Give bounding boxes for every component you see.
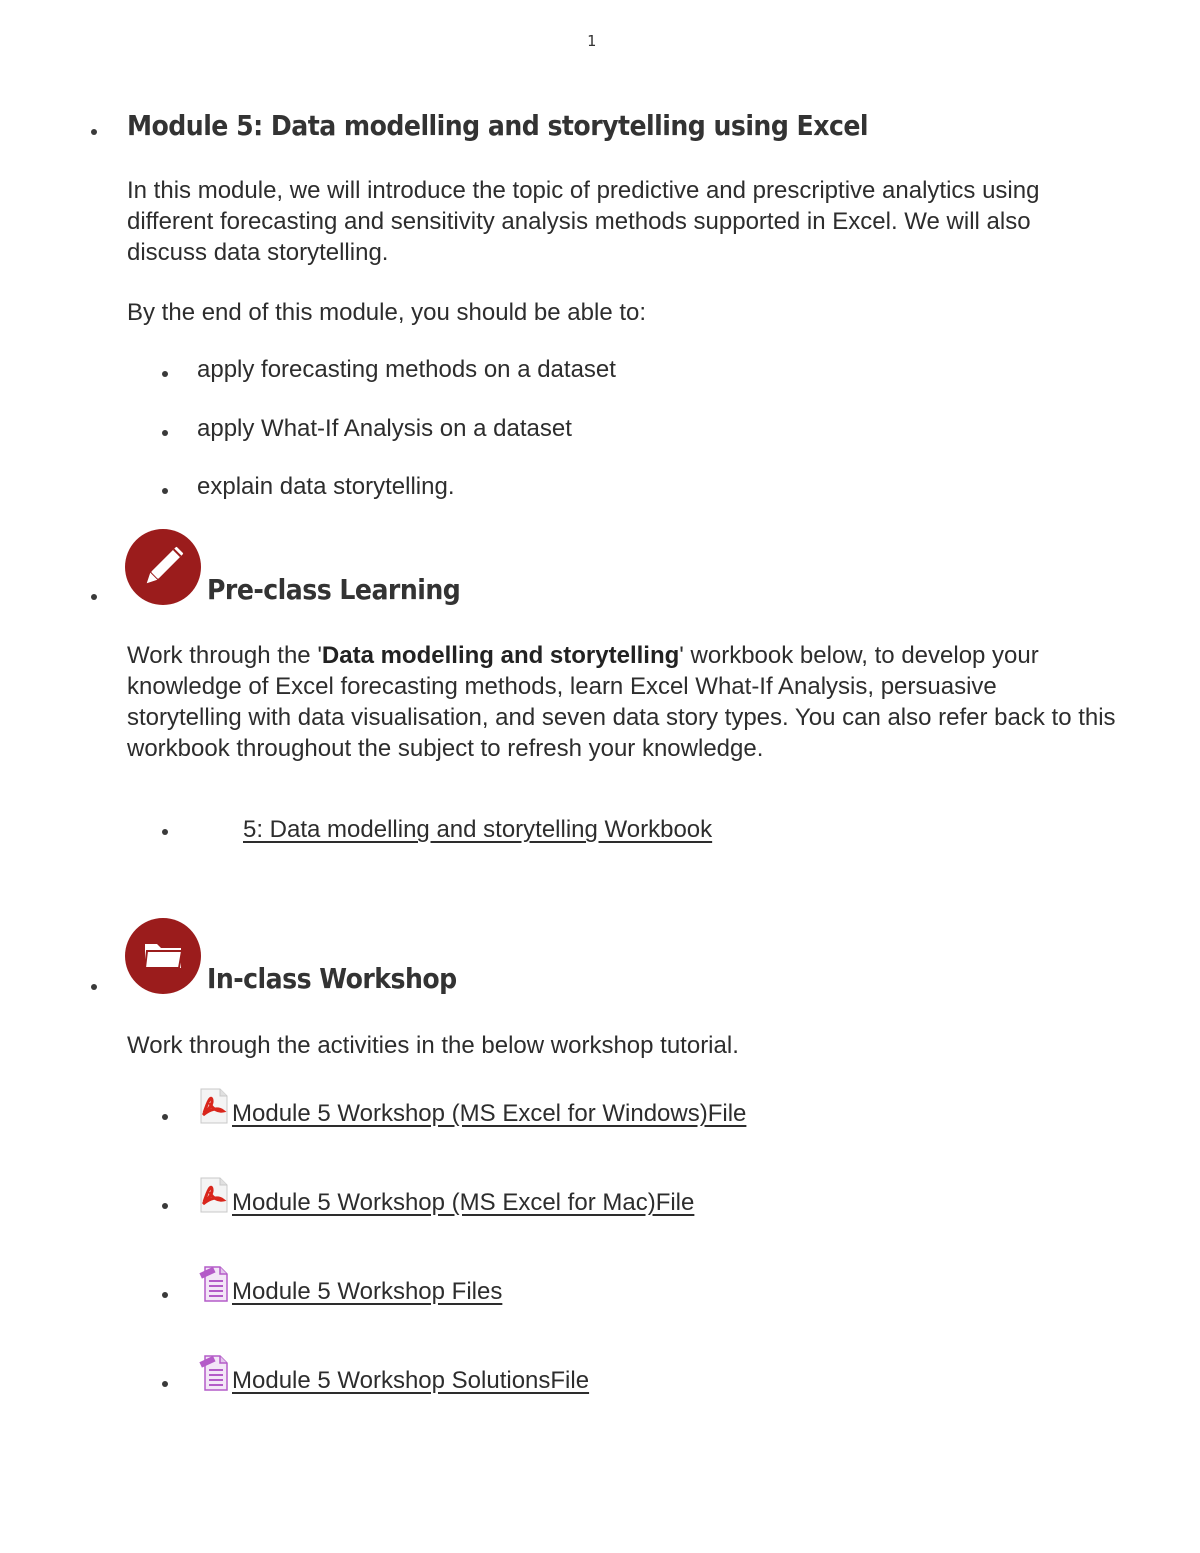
- workbook-name: Data modelling and storytelling: [321, 642, 680, 669]
- bullet: [91, 594, 97, 600]
- bullet: [162, 1203, 168, 1209]
- inclass-title: In-class Workshop: [207, 962, 457, 995]
- bullet: [162, 430, 168, 436]
- workshop-solutions-link[interactable]: Module 5 Workshop SolutionsFile: [232, 1367, 590, 1394]
- inclass-description: Work through the activities in the below workshop tutorial.: [127, 1032, 739, 1059]
- folder-icon: [125, 918, 201, 994]
- objective-item: apply forecasting methods on a dataset: [197, 356, 616, 383]
- workbook-link[interactable]: 5: Data modelling and storytelling Workbook: [243, 816, 713, 843]
- module-title: Module 5: Data modelling and storytelling using Excel: [127, 109, 868, 142]
- bullet: [91, 984, 97, 990]
- bullet: [91, 129, 97, 135]
- preclass-description: Work through the 'Data modelling and storytelling' workbook below, to develop your knowledge of Excel forecasting methods, learn Excel What-If Analysis, persuasive storytelling with data visualisation, and seven data story types. You can also refer back to this workbook throughout the subject to refresh your knowledge.: [127, 642, 1116, 762]
- workshop-files-link[interactable]: Module 5 Workshop Files: [232, 1278, 503, 1305]
- bullet: [162, 488, 168, 494]
- pdf-file-icon: [198, 1176, 230, 1214]
- workshop-mac-link[interactable]: Module 5 Workshop (MS Excel for Mac)File: [232, 1189, 695, 1216]
- bullet: [162, 1381, 168, 1387]
- archive-file-icon: [198, 1354, 230, 1392]
- bullet: [162, 371, 168, 377]
- preclass-title: Pre-class Learning: [207, 573, 461, 606]
- page-number: 1: [586, 32, 597, 50]
- pdf-file-icon: [198, 1087, 230, 1125]
- objective-item: explain data storytelling.: [197, 473, 455, 500]
- module-intro: In this module, we will introduce the topic of predictive and prescriptive analytics using different forecasting and sensitivity analysis methods supported in Excel. We will also discuss data storytelling.: [127, 177, 1040, 266]
- bullet: [162, 829, 168, 835]
- bullet: [162, 1114, 168, 1120]
- pencil-icon: [125, 529, 201, 605]
- objective-item: apply What-If Analysis on a dataset: [197, 415, 572, 442]
- bullet: [162, 1292, 168, 1298]
- objectives-lead: By the end of this module, you should be able to:: [127, 299, 647, 326]
- workshop-windows-link[interactable]: Module 5 Workshop (MS Excel for Windows)File: [232, 1100, 747, 1127]
- archive-file-icon: [198, 1265, 230, 1303]
